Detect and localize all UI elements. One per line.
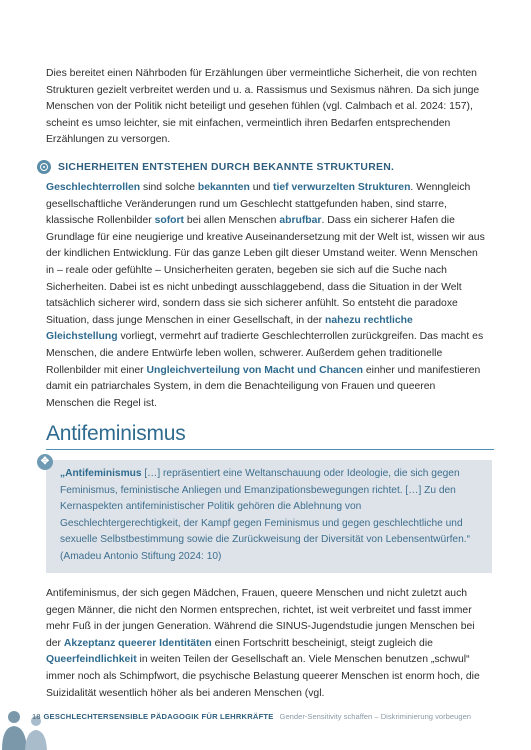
highlight-term: bekannten <box>197 182 250 193</box>
quote-term: Antifeminismus <box>65 468 142 479</box>
move-icon: ✥ <box>37 454 53 470</box>
people-silhouette-icon <box>0 700 60 750</box>
target-icon <box>37 160 51 174</box>
highlight-term: Akzeptanz queerer Identitäten <box>63 637 212 649</box>
heading-rule <box>46 449 494 450</box>
highlight-term: abrufbar <box>279 215 322 227</box>
section-heading <box>37 159 394 175</box>
highlight-term: sofort <box>154 215 185 227</box>
highlight-term: Geschlechterrollen <box>46 182 141 193</box>
highlight-term: Ungleichverteilung von Macht und Chancen <box>146 364 363 376</box>
definition-quote: „Antifeminismus […] repräsentiert eine Weltanschauung oder Ideologie, die sich gegen Feminismus, feministische Anliegen und Emanzipationsbewegungen richtet. […] Zu den Kernaspekten antifeministischer Politik gehören die Ablehnung von Geschlechtergerechtigkeit, der Kampf gegen Feminismus und gegen geschlechtliche und sexuelle Selbstbestimmung sowie die Zurückweisung der Diversität von Lebensentwürfen.“ (Amadeu Antonio Stiftung 2024: 10) <box>60 468 470 562</box>
antifeminismus-heading: Antifeminismus <box>46 422 186 445</box>
footer <box>32 712 471 721</box>
footer-title: GESCHLECHTERSENSIBLE PÄDAGOGIK FÜR LEHRKRÄFTE <box>43 712 274 721</box>
antifeminismus-paragraph: Antifeminismus, der sich gegen Mädchen, Frauen, queere Menschen und nicht zuletzt auch gegen Männer, die nicht den Normen entsprechen, richtet, ist weit verbreitet und fasst immer mehr Fuß in der jungen Generation. Während die SINUS-Jugendstudie jungen Menschen bei der Akzeptanz queerer Identitäten einen Fortschritt bescheinigt, steigt zugleich die Queerfeindlichkeit in weiten Teilen der Gesellschaft an. Viele Menschen benutzen „schwul“ immer noch als Schimpfwort, die psychische Belastung queerer Menschen ist enorm hoch, die Suizidalität wesentlich höher als bei anderen Menschen (vgl. <box>46 588 480 699</box>
section-paragraph: Geschlechterrollen sind solche bekannten und tief verwurzelten Strukturen. Wenngleich gesellschaftliche Veränderungen rund um Geschlecht stattgefunden haben, sind starre, klassische Rollenbilder sofort bei allen Menschen abrufbar. Dass ein sicherer Hafen die Grundlage für eine neugierige und kreative Auseinandersetzung mit der Welt ist, wissen wir aus der kindlichen Entwicklung. Für das ganze Leben gilt dieser Umstand weiter. Wenn Menschen in – reale oder gefühlte – Unsicherheiten geraten, begeben sie sich auf die Suche nach Sicherheiten. Dabei ist es nicht unbedingt ausschlaggebend, dass die Situation in der Welt tatsächlich sicherer wird, sondern dass sie sich sicherer anfühlt. So entsteht die paradoxe Situation, dass junge Menschen in einer Gesellschaft, in der nahezu rechtliche Gleichstellung vorliegt, vermehrt auf tradierte Geschlechterrollen zurückgreifen. Das macht es Menschen, die andere Entwürfe leben wollen, schwerer. Außerdem gehen traditionelle Rollenbilder mit einer Ungleichverteilung von Macht und Chancen einher und manifestieren damit ein patriarchales System, in dem die Benachteiligung von Frauen und queeren Menschen die Regel ist. <box>46 182 485 409</box>
highlight-term: Queerfeindlichkeit <box>46 654 137 666</box>
highlight-term: nahezu rechtliche Gleichstellung <box>46 314 413 343</box>
footer-subtitle: Gender-Sensitivity schaffen – Diskriminierung vorbeugen <box>279 712 472 721</box>
page-number: 18 <box>32 712 41 721</box>
intro-paragraph: Dies bereitet einen Nährboden für Erzählungen über vermeintliche Sicherheit, die von rechten Strukturen gezielt verbreitet werden und u. a. Rassismus und Sexismus nähren. Da sich junge Menschen von der Politik nicht beteiligt und gesehen fühlen (vgl. Calmbach et al. 2024: 157), scheint es umso leichter, sie mit einfachen, vermeintlich ihren Bedarfen entsprechenden Erzählungen zu versorgen. <box>46 68 480 146</box>
section-title: SICHERHEITEN ENTSTEHEN DURCH BEKANNTE STRUKTUREN. <box>58 161 395 173</box>
highlight-term: tief verwurzelten Strukturen <box>273 182 411 193</box>
